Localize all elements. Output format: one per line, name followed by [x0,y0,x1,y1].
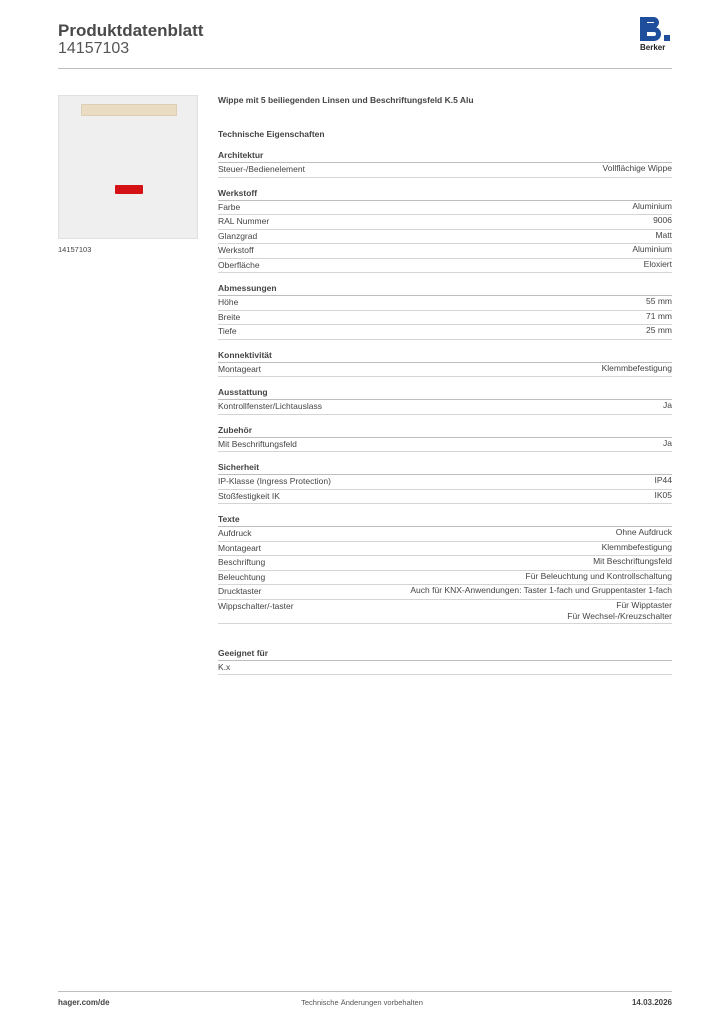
spec-row [218,600,672,624]
section-title: Werkstoff [218,188,672,201]
spec-section [218,387,672,415]
row-value [644,259,672,273]
row-value-line: Ja [663,400,672,410]
row-label: K.x [218,661,231,672]
section-title: Sicherheit [218,462,672,475]
spec-row [218,259,672,274]
spec-row [218,585,672,600]
spec-row [218,438,672,453]
row-value-line: Matt [655,229,672,240]
row-label: Beschriftung [218,557,266,567]
row-value [567,600,672,623]
product-image [58,95,198,239]
image-caption: 14157103 [58,245,92,254]
row-value [526,571,672,585]
row-value [655,490,673,504]
spec-row [218,661,672,676]
row-value [410,585,672,599]
row-value-line: IP44 [654,475,672,485]
row-value [602,363,672,377]
row-value [646,311,672,325]
spec-section [218,150,672,178]
row-value [646,325,672,339]
section-title: Zubehör [218,425,672,438]
row-value [603,163,672,177]
berker-logo [640,17,674,52]
red-lens-graphic [115,185,143,194]
row-label: Mit Beschriftungsfeld [218,438,297,449]
section-title: Geeignet für [218,648,672,661]
row-value [663,438,672,452]
row-value [616,527,672,541]
spec-row [218,527,672,542]
footer-date: 14.03.2026 [631,998,672,1007]
article-number: 14157103 [58,40,130,57]
row-label: Oberfläche [218,259,260,270]
row-value-line: Aluminium [632,244,672,254]
row-value-line: Auch für KNX-Anwendungen: Taster 1-fach und Gruppentaster 1-fach [410,585,672,595]
header-divider [58,68,672,69]
row-value [632,244,672,258]
footer-notice: Technische Änderungen vorbehalten [301,998,423,1007]
footer-divider [58,991,672,992]
page-title: Produktdatenblatt [58,21,204,40]
spec-section [218,283,672,340]
row-value-line: Vollflächige Wippe [602,163,672,173]
spec-row [218,475,672,490]
spec-row [218,490,672,505]
spec-row [218,400,672,415]
row-value-line: Ohne Aufdruck [615,527,672,537]
row-value-line: 25 mm [646,325,672,335]
section-title: Architektur [218,150,672,163]
row-value-line: IK05 [654,489,672,500]
spec-row [218,571,672,586]
logo-text: Berker [640,43,666,52]
row-value-line: Für Beleuchtung und Kontrollschaltung [525,570,672,581]
row-label: Wippschalter/-taster [218,600,294,611]
section-title: Texte [218,514,672,527]
spec-sections [218,150,672,624]
spec-row [218,201,672,216]
section-title: Konnektivität [218,350,672,363]
row-value-line: 71 mm [646,310,672,321]
row-value-line: Aluminium [632,200,672,211]
row-value-line: Eloxiert [643,258,672,269]
spec-section [218,462,672,504]
spec-row [218,556,672,571]
row-value-line: Klemmbefestigung [601,541,672,552]
row-label: Montageart [218,363,261,374]
label-field-graphic [81,104,177,116]
row-label: Drucktaster [218,586,262,596]
row-label: Tiefe [218,326,237,336]
row-label: Kontrollfenster/Lichtauslass [218,401,322,411]
spec-row [218,244,672,259]
spec-row [218,325,672,340]
spec-section [218,188,672,274]
tech-heading: Technische Eigenschaften [218,129,325,139]
row-label: Beleuchtung [218,571,266,582]
spec-row [218,363,672,378]
row-label: Montageart [218,542,261,553]
row-value [593,556,672,570]
row-value-line: 9006 [653,215,672,225]
row-label: Werkstoff [218,245,254,255]
spec-row [218,311,672,326]
product-description: Wippe mit 5 beiliegenden Linsen und Beschriftungsfeld K.5 Alu [218,95,474,105]
spec-row [218,230,672,245]
row-value [655,230,672,244]
row-value [653,215,672,229]
footer-website[interactable]: hager.com/de [58,998,110,1007]
row-label: Höhe [218,297,239,307]
spec-row [218,163,672,178]
spec-section [218,514,672,624]
row-label: RAL Nummer [218,216,270,226]
row-label: Stoßfestigkeit IK [218,490,280,501]
row-value [663,400,672,414]
row-value-line: Für Wechsel-/Kreuzschalter [567,611,672,621]
row-label: IP-Klasse (Ingress Protection) [218,476,331,486]
row-label: Aufdruck [218,528,252,538]
section-title: Ausstattung [218,387,672,400]
row-value [655,475,673,489]
row-value-line: 55 mm [646,296,672,306]
spec-section [218,425,672,453]
spec-row [218,296,672,311]
spec-section [218,350,672,378]
section-title: Abmessungen [218,283,672,296]
row-label: Glanzgrad [218,230,258,241]
spec-content [218,95,672,675]
row-value [646,296,672,310]
row-value [602,542,672,556]
suited-section [218,648,672,676]
row-value [632,201,672,215]
spec-row [218,542,672,557]
spec-row [218,215,672,230]
row-label: Farbe [218,201,241,212]
row-value-line: Ja [663,437,672,448]
row-label: Steuer-/Bedienelement [218,164,305,174]
row-value-line: Klemmbefestigung [601,362,672,373]
row-value-line: Für Wipptaster [616,599,672,610]
berker-b-icon [640,17,666,41]
row-label: Breite [218,311,241,322]
row-value-line: Mit Beschriftungsfeld [593,556,672,566]
